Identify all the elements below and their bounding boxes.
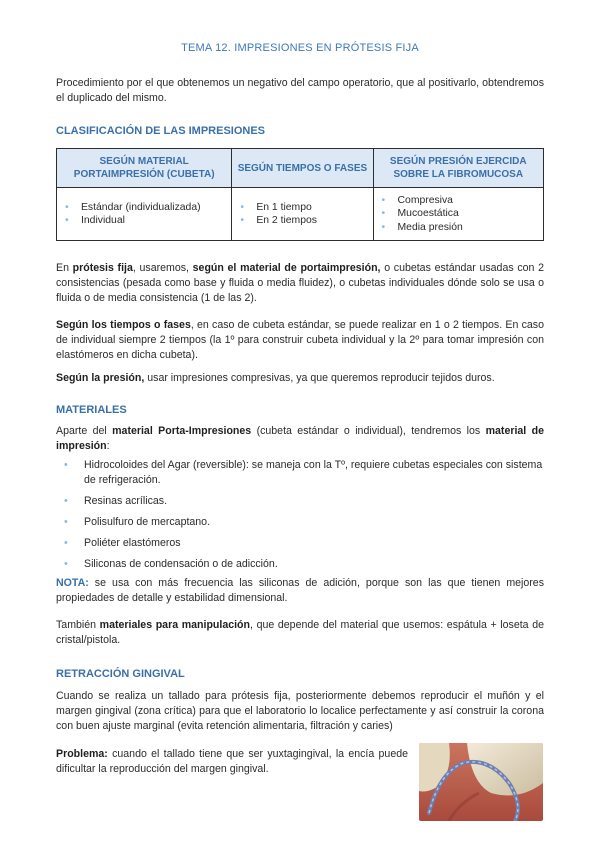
intro-paragraph: Procedimiento por el que obtenemos un negativo del campo operatorio, que al positivarlo, obtendremos el duplicado del mismo. [56,77,544,104]
table-cell [232,188,373,241]
retraction-cord-illustration [419,743,543,821]
nota-paragraph [56,576,544,606]
table-row [57,188,544,241]
text-run: , en caso de cubeta estándar, se puede realizar en 1 o 2 tiempos. En caso de individual siempre 2 tiempos (la 1º para construir cubeta individual y la 2º para tomar impresión con elastómeros en dicha cubeta). [56,319,544,361]
table-cell [57,188,232,241]
text-run: se usa con más frecuencia las siliconas de adición, porque son las que tienen mejores propiedades de detalle y estabilidad dimensional. [56,577,544,604]
text-run: En [56,262,73,274]
text-run: o cubetas estándar usadas con 2 consistencias (pesada como base y fluida o media fluidez), o cubetas individuales dónde solo se usa o fluida o de media consistencia (1 de las 2). [56,262,544,304]
list-item: • En 1 tiempo [238,201,366,215]
text-run: usar impresiones compresivas, ya que queremos reproducir tejidos duros. [144,372,495,384]
text-run: : [106,440,110,452]
bold-run: material de impresión [56,425,544,452]
tiempos-paragraph [56,318,544,363]
table-cell [373,188,543,241]
list-item: • Individual [63,214,225,228]
bold-run: según el material de portaimpresión, [192,262,381,274]
list-item: • Poliéter elastómeros [56,536,544,551]
gingival-retraction-photo [419,743,543,821]
materiales-intro [56,424,544,454]
clasificacion-heading: CLASIFICACIÓN DE LAS IMPRESIONES [56,125,266,137]
list-item: • Mucoestática [380,207,537,221]
problema-paragraph [56,747,408,777]
list-item: • Estándar (individualizada) [63,201,225,215]
list-item: • En 2 tiempos [238,214,366,228]
bold-run: Según los tiempos o fases [56,319,191,331]
text-run: Aparte del [56,425,113,437]
nota-label: NOTA: [56,577,89,589]
table-header-row [57,149,544,188]
table-header-cell: SEGÚN TIEMPOS O FASES [232,149,373,188]
text-run: También [56,619,100,631]
materiales-list [56,458,544,578]
page-title: TEMA 12. IMPRESIONES EN PRÓTESIS FIJA [181,42,419,54]
clasificacion-table [56,148,544,241]
list-item: • Siliconas de condensación o de adicción. [56,557,544,572]
text-run: cuando el tallado tiene que ser yuxtagingival, la encía puede dificultar la reproducción del margen gingival. [56,748,408,775]
protesis-fija-paragraph [56,261,544,306]
bold-run: Según la presión, [56,372,145,384]
presion-paragraph [56,371,544,386]
manipulacion-paragraph [56,618,544,648]
text-run: , usaremos, [132,262,193,274]
retraccion-heading: RETRACCIÓN GINGIVAL [56,668,185,680]
table-header-cell: SEGÚN MATERIAL PORTAIMPRESIÓN (CUBETA) [57,149,232,188]
materiales-heading: MATERIALES [56,404,127,416]
bold-run: prótesis fija [72,262,133,274]
list-item: • Polisulfuro de mercaptano. [56,515,544,530]
retraccion-paragraph: Cuando se realiza un tallado para prótesis fija, posteriormente debemos reproducir el muñón y el margen gingival (zona crítica) para que el laboratorio lo localice perfectamente y así construir la corona con buen ajuste marginal (evita retención alimentaria, filtración y caries) [56,690,544,732]
list-item: • Compresiva [380,194,537,208]
table-header-cell: SEGÚN PRESIÓN EJERCIDA SOBRE LA FIBROMUCOSA [373,149,543,188]
text-run: , que depende del material que usemos: espátula + loseta de cristal/pistola. [56,619,544,646]
bold-run: material Porta-Impresiones [112,425,252,437]
text-run: (cubeta estándar o individual), tendremos los [251,425,486,437]
bold-run: materiales para manipulación [99,619,251,631]
list-item: • Resinas acrílicas. [56,494,544,509]
list-item: • Hidrocoloides del Agar (reversible): se maneja con la Tº, requiere cubetas especiales con sistema de refrigeración. [56,458,544,488]
list-item: • Media presión [380,221,537,235]
bold-run: Problema: [56,748,108,760]
